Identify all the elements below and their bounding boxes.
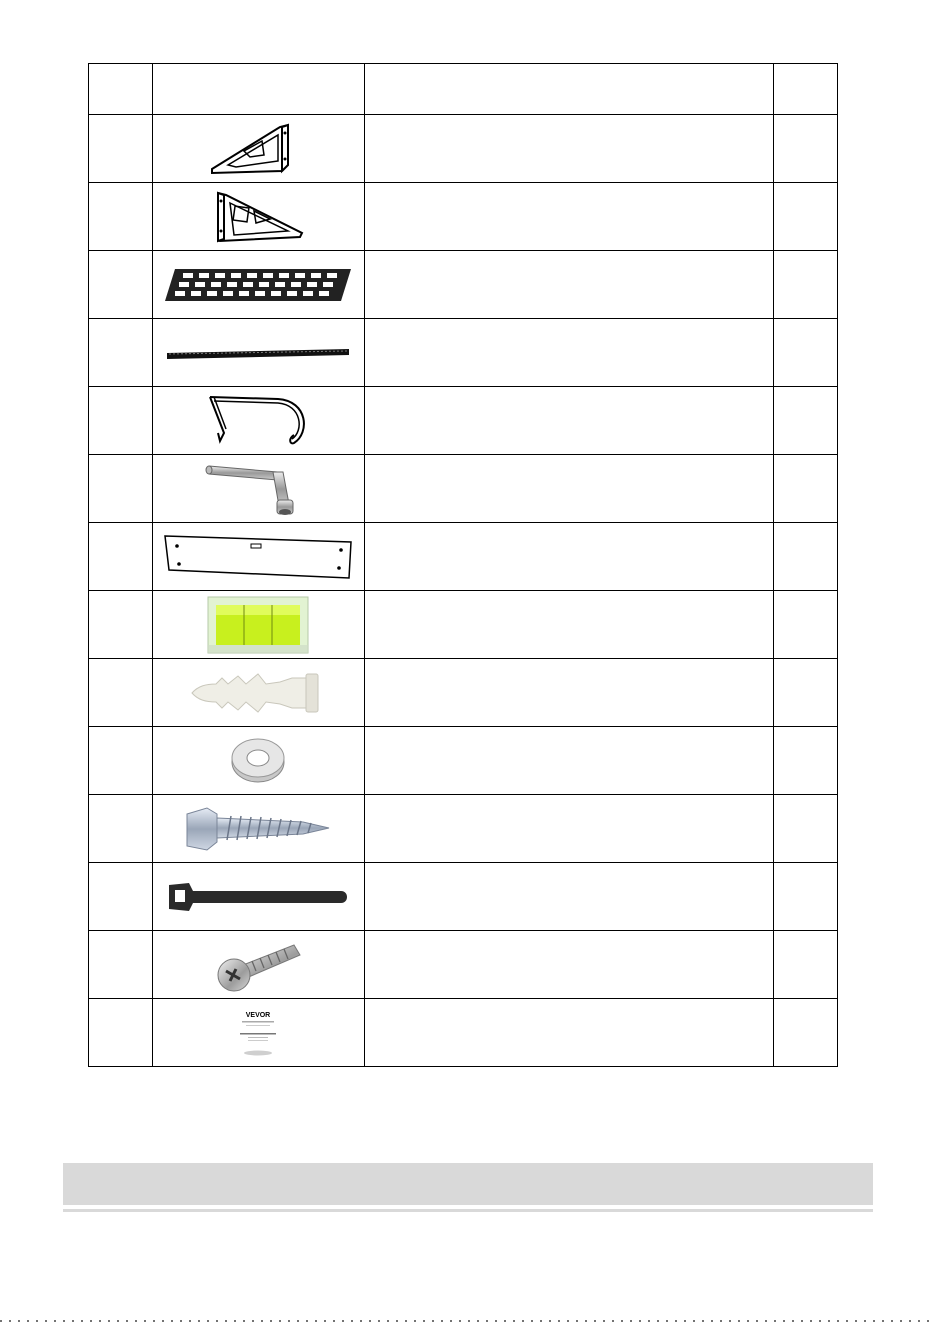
cell-picture — [153, 387, 365, 455]
cell-name — [364, 591, 773, 659]
header-name — [364, 64, 773, 115]
cell-picture — [153, 931, 365, 999]
cell-qty — [773, 251, 837, 319]
cell-qty — [773, 455, 837, 523]
cell-no — [89, 319, 153, 387]
cell-no — [89, 251, 153, 319]
cell-no — [89, 523, 153, 591]
table-row — [89, 251, 838, 319]
cell-name — [364, 115, 773, 183]
flat-washer-icon — [228, 736, 288, 786]
table-row — [89, 115, 838, 183]
cell-no — [89, 183, 153, 251]
cell-name — [364, 319, 773, 387]
cell-picture — [153, 659, 365, 727]
right-bracket-icon — [208, 189, 308, 245]
cell-qty — [773, 795, 837, 863]
table-row — [89, 455, 838, 523]
header-picture — [153, 64, 365, 115]
header-no — [89, 64, 153, 115]
cell-qty — [773, 387, 837, 455]
cell-picture — [153, 863, 365, 931]
cell-picture — [153, 455, 365, 523]
cell-name — [364, 727, 773, 795]
cell-no — [89, 999, 153, 1067]
cell-name — [364, 795, 773, 863]
cell-no — [89, 931, 153, 999]
cell-name — [364, 999, 773, 1067]
cell-picture — [153, 591, 365, 659]
wire-shelf-icon — [161, 265, 355, 305]
cell-name — [364, 455, 773, 523]
table-row — [89, 727, 838, 795]
cell-qty — [773, 523, 837, 591]
table-row — [89, 319, 838, 387]
cell-picture — [153, 523, 365, 591]
machine-screw-icon — [208, 937, 308, 993]
bubble-level-icon — [206, 595, 310, 655]
wall-anchor-icon — [188, 668, 328, 718]
manual-brand-logo: VEVOR — [246, 1011, 271, 1019]
table-row — [89, 999, 838, 1067]
cell-no — [89, 795, 153, 863]
cell-no — [89, 455, 153, 523]
table-row — [89, 863, 838, 931]
table-row — [89, 659, 838, 727]
cell-picture — [153, 319, 365, 387]
cell-name — [364, 523, 773, 591]
cell-picture — [153, 115, 365, 183]
instruction-manual-icon — [218, 1003, 298, 1063]
cell-name — [364, 387, 773, 455]
cell-picture — [153, 999, 365, 1067]
cell-qty — [773, 115, 837, 183]
cell-qty — [773, 863, 837, 931]
cell-no — [89, 387, 153, 455]
cell-qty — [773, 319, 837, 387]
cell-qty — [773, 659, 837, 727]
cell-picture — [153, 183, 365, 251]
table-row — [89, 591, 838, 659]
table-row — [89, 523, 838, 591]
section-divider — [63, 1209, 873, 1212]
cell-qty — [773, 999, 837, 1067]
cell-qty — [773, 727, 837, 795]
cell-picture — [153, 251, 365, 319]
cell-no — [89, 727, 153, 795]
hook-icon — [198, 393, 318, 449]
l-socket-wrench-icon — [203, 460, 313, 518]
cell-qty — [773, 591, 837, 659]
lag-screw-icon — [183, 804, 333, 854]
cell-no — [89, 591, 153, 659]
table-row — [89, 931, 838, 999]
header-qty — [773, 64, 837, 115]
cell-picture — [153, 727, 365, 795]
cell-qty — [773, 183, 837, 251]
table-row — [89, 795, 838, 863]
mounting-template-icon — [163, 534, 353, 580]
table-header-row — [89, 64, 838, 115]
velcro-strap-icon — [165, 877, 351, 917]
cell-name — [364, 863, 773, 931]
cell-qty — [773, 931, 837, 999]
cell-picture — [153, 795, 365, 863]
table-row — [89, 387, 838, 455]
cell-name — [364, 659, 773, 727]
cell-name — [364, 251, 773, 319]
section-header-bar — [63, 1163, 873, 1205]
cell-name — [364, 931, 773, 999]
cell-no — [89, 863, 153, 931]
cell-no — [89, 115, 153, 183]
cell-no — [89, 659, 153, 727]
left-bracket-icon — [208, 121, 308, 177]
rail-strip-icon — [165, 345, 351, 361]
cell-name — [364, 183, 773, 251]
page-bottom-edge — [0, 1320, 933, 1322]
table-row — [89, 183, 838, 251]
parts-list-table — [88, 63, 838, 1067]
